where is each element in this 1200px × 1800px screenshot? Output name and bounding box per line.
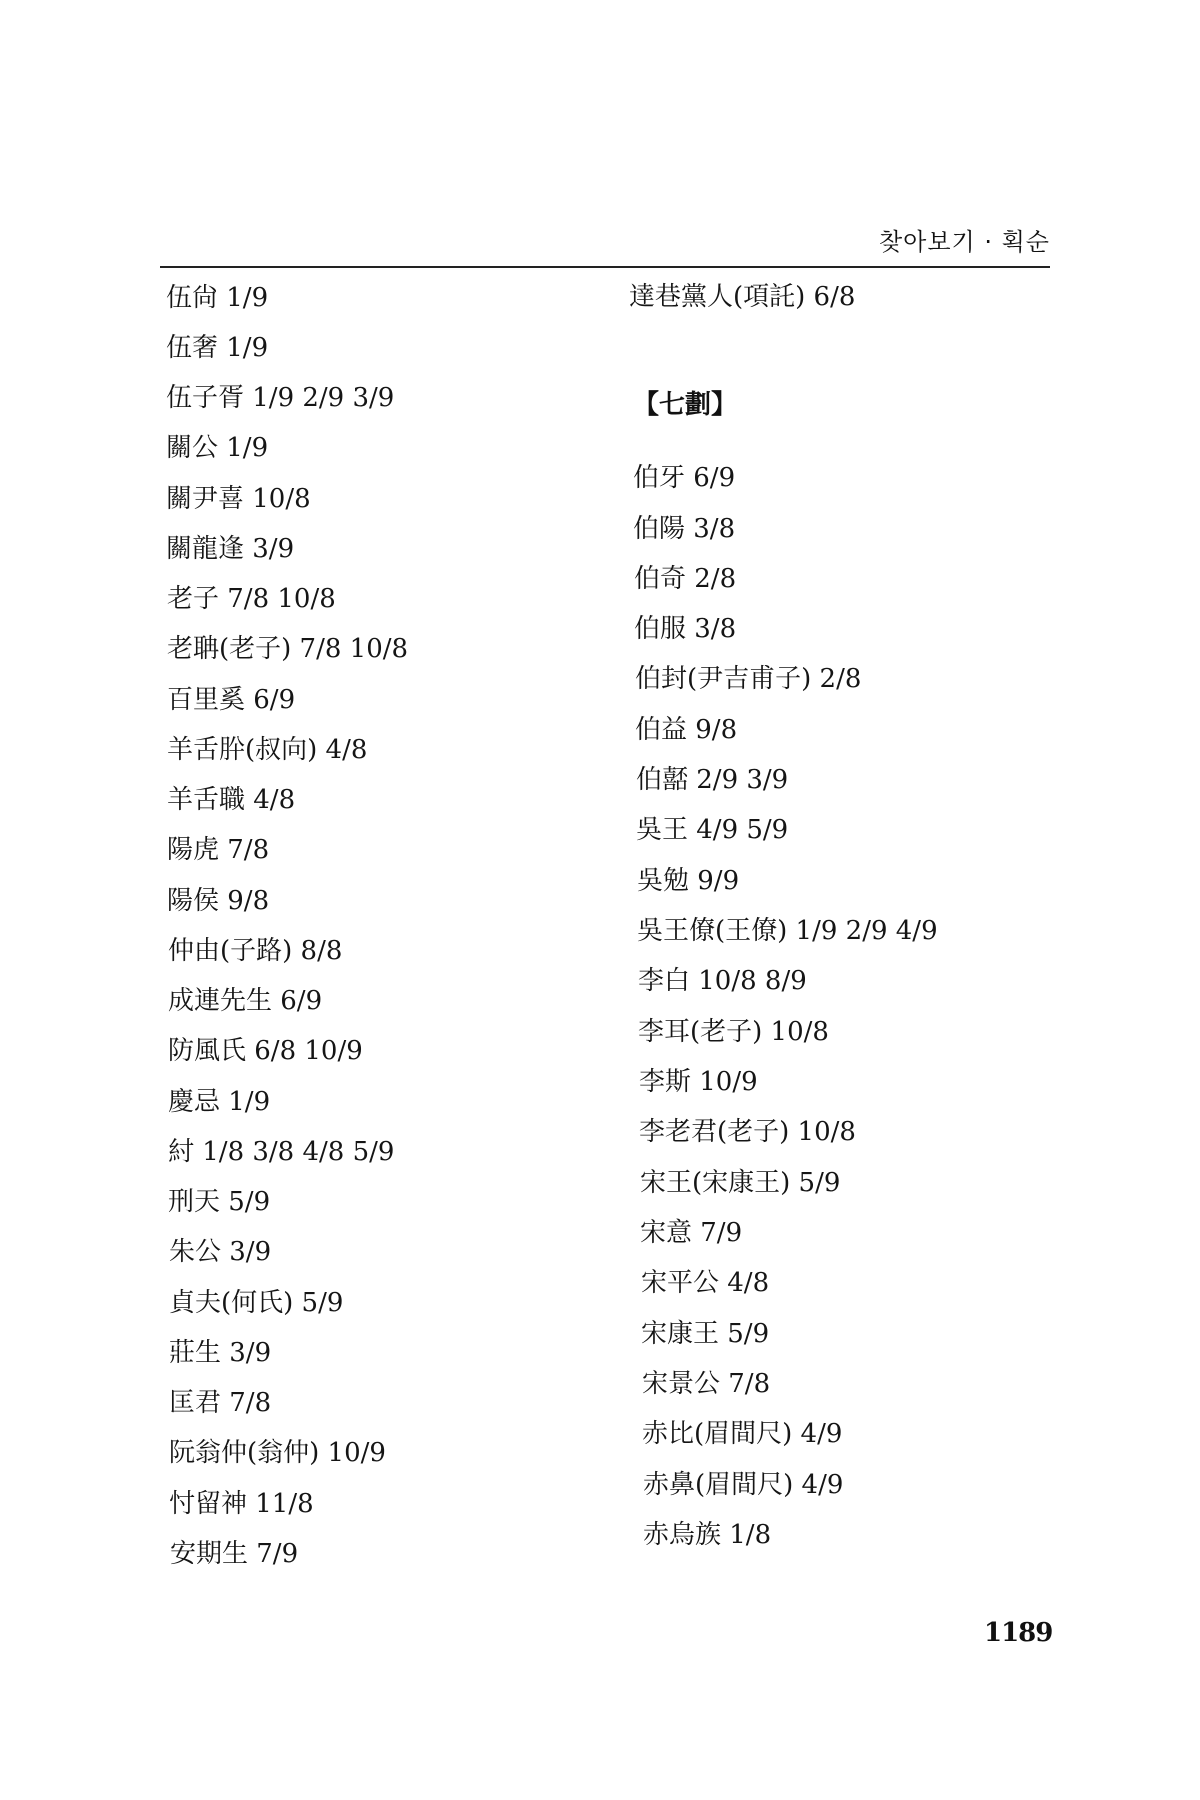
index-entry: 貞夫(何氏) 5/9 bbox=[169, 1288, 344, 1318]
index-entry: 匡君 7/8 bbox=[169, 1388, 272, 1418]
index-entry: 老子 7/8 10/8 bbox=[167, 584, 336, 614]
index-entry: 吳王僚(王僚) 1/9 2/9 4/9 bbox=[637, 916, 938, 946]
index-entry: 伍尙 1/9 bbox=[166, 283, 269, 313]
running-head-title: 찾아보기 · 획순 bbox=[879, 228, 1050, 256]
index-entry: 伍奢 1/9 bbox=[166, 333, 269, 363]
index-entry: 吳王 4/9 5/9 bbox=[636, 815, 789, 845]
index-entry: 成連先生 6/9 bbox=[168, 986, 323, 1016]
index-entry: 仲由(子路) 8/8 bbox=[168, 936, 343, 966]
index-entry: 忖留神 11/8 bbox=[169, 1489, 314, 1519]
index-entry: 陽侯 9/8 bbox=[167, 886, 270, 916]
index-entry: 伯陽 3/8 bbox=[633, 514, 736, 544]
index-entry: 宋景公 7/8 bbox=[642, 1369, 771, 1399]
page-number: 1189 bbox=[984, 1618, 1053, 1648]
index-entry: 安期生 7/9 bbox=[170, 1539, 299, 1569]
index-entry: 百里奚 6/9 bbox=[167, 685, 296, 715]
index-entry: 阮翁仲(翁仲) 10/9 bbox=[169, 1438, 386, 1468]
index-entry: 李老君(老子) 10/8 bbox=[639, 1117, 856, 1147]
index-entry: 莊生 3/9 bbox=[169, 1338, 272, 1368]
index-entry: 老聃(老子) 7/8 10/8 bbox=[167, 634, 409, 664]
index-entry: 關公 1/9 bbox=[166, 433, 269, 463]
index-entry: 慶忌 1/9 bbox=[168, 1087, 271, 1117]
index-entry: 伯益 9/8 bbox=[635, 715, 738, 745]
index-entry: 李斯 10/9 bbox=[639, 1067, 758, 1097]
index-entry: 關龍逢 3/9 bbox=[166, 534, 295, 564]
index-entry: 宋意 7/9 bbox=[640, 1218, 743, 1248]
index-entry: 伍子胥 1/9 2/9 3/9 bbox=[166, 383, 395, 413]
index-entry: 刑天 5/9 bbox=[168, 1187, 271, 1217]
index-entry: 朱公 3/9 bbox=[169, 1237, 272, 1267]
index-entry: 伯嚭 2/9 3/9 bbox=[636, 765, 789, 795]
index-entry: 宋王(宋康王) 5/9 bbox=[640, 1168, 841, 1198]
index-entry: 陽虎 7/8 bbox=[167, 835, 270, 865]
index-entry: 李白 10/8 8/9 bbox=[638, 966, 807, 996]
index-entry: 李耳(老子) 10/8 bbox=[638, 1017, 829, 1047]
index-entry: 伯封(尹吉甫子) 2/8 bbox=[635, 664, 862, 694]
index-entry: 達巷黨人(項託) 6/8 bbox=[629, 282, 856, 312]
index-entry: 宋平公 4/8 bbox=[641, 1268, 770, 1298]
index-entry: 伯奇 2/8 bbox=[634, 564, 737, 594]
index-entry: 羊舌肸(叔向) 4/8 bbox=[167, 735, 368, 765]
index-entry: 羊舌職 4/8 bbox=[167, 785, 296, 815]
index-entry: 赤比(眉間尺) 4/9 bbox=[642, 1419, 843, 1449]
index-entry: 宋康王 5/9 bbox=[641, 1319, 770, 1349]
index-entry: 伯牙 6/9 bbox=[633, 463, 736, 493]
index-entry: 防風氏 6/8 10/9 bbox=[168, 1036, 363, 1066]
index-entry: 赤鼻(眉間尺) 4/9 bbox=[643, 1470, 844, 1500]
index-entry: 關尹喜 10/8 bbox=[166, 484, 311, 514]
section-heading-seven-strokes: 【七劃】 bbox=[633, 390, 738, 420]
index-entry: 赤烏族 1/8 bbox=[643, 1520, 772, 1550]
index-entry: 紂 1/8 3/8 4/8 5/9 bbox=[168, 1137, 395, 1167]
index-entry: 吳勉 9/9 bbox=[637, 866, 740, 896]
index-entry: 伯服 3/8 bbox=[634, 614, 737, 644]
